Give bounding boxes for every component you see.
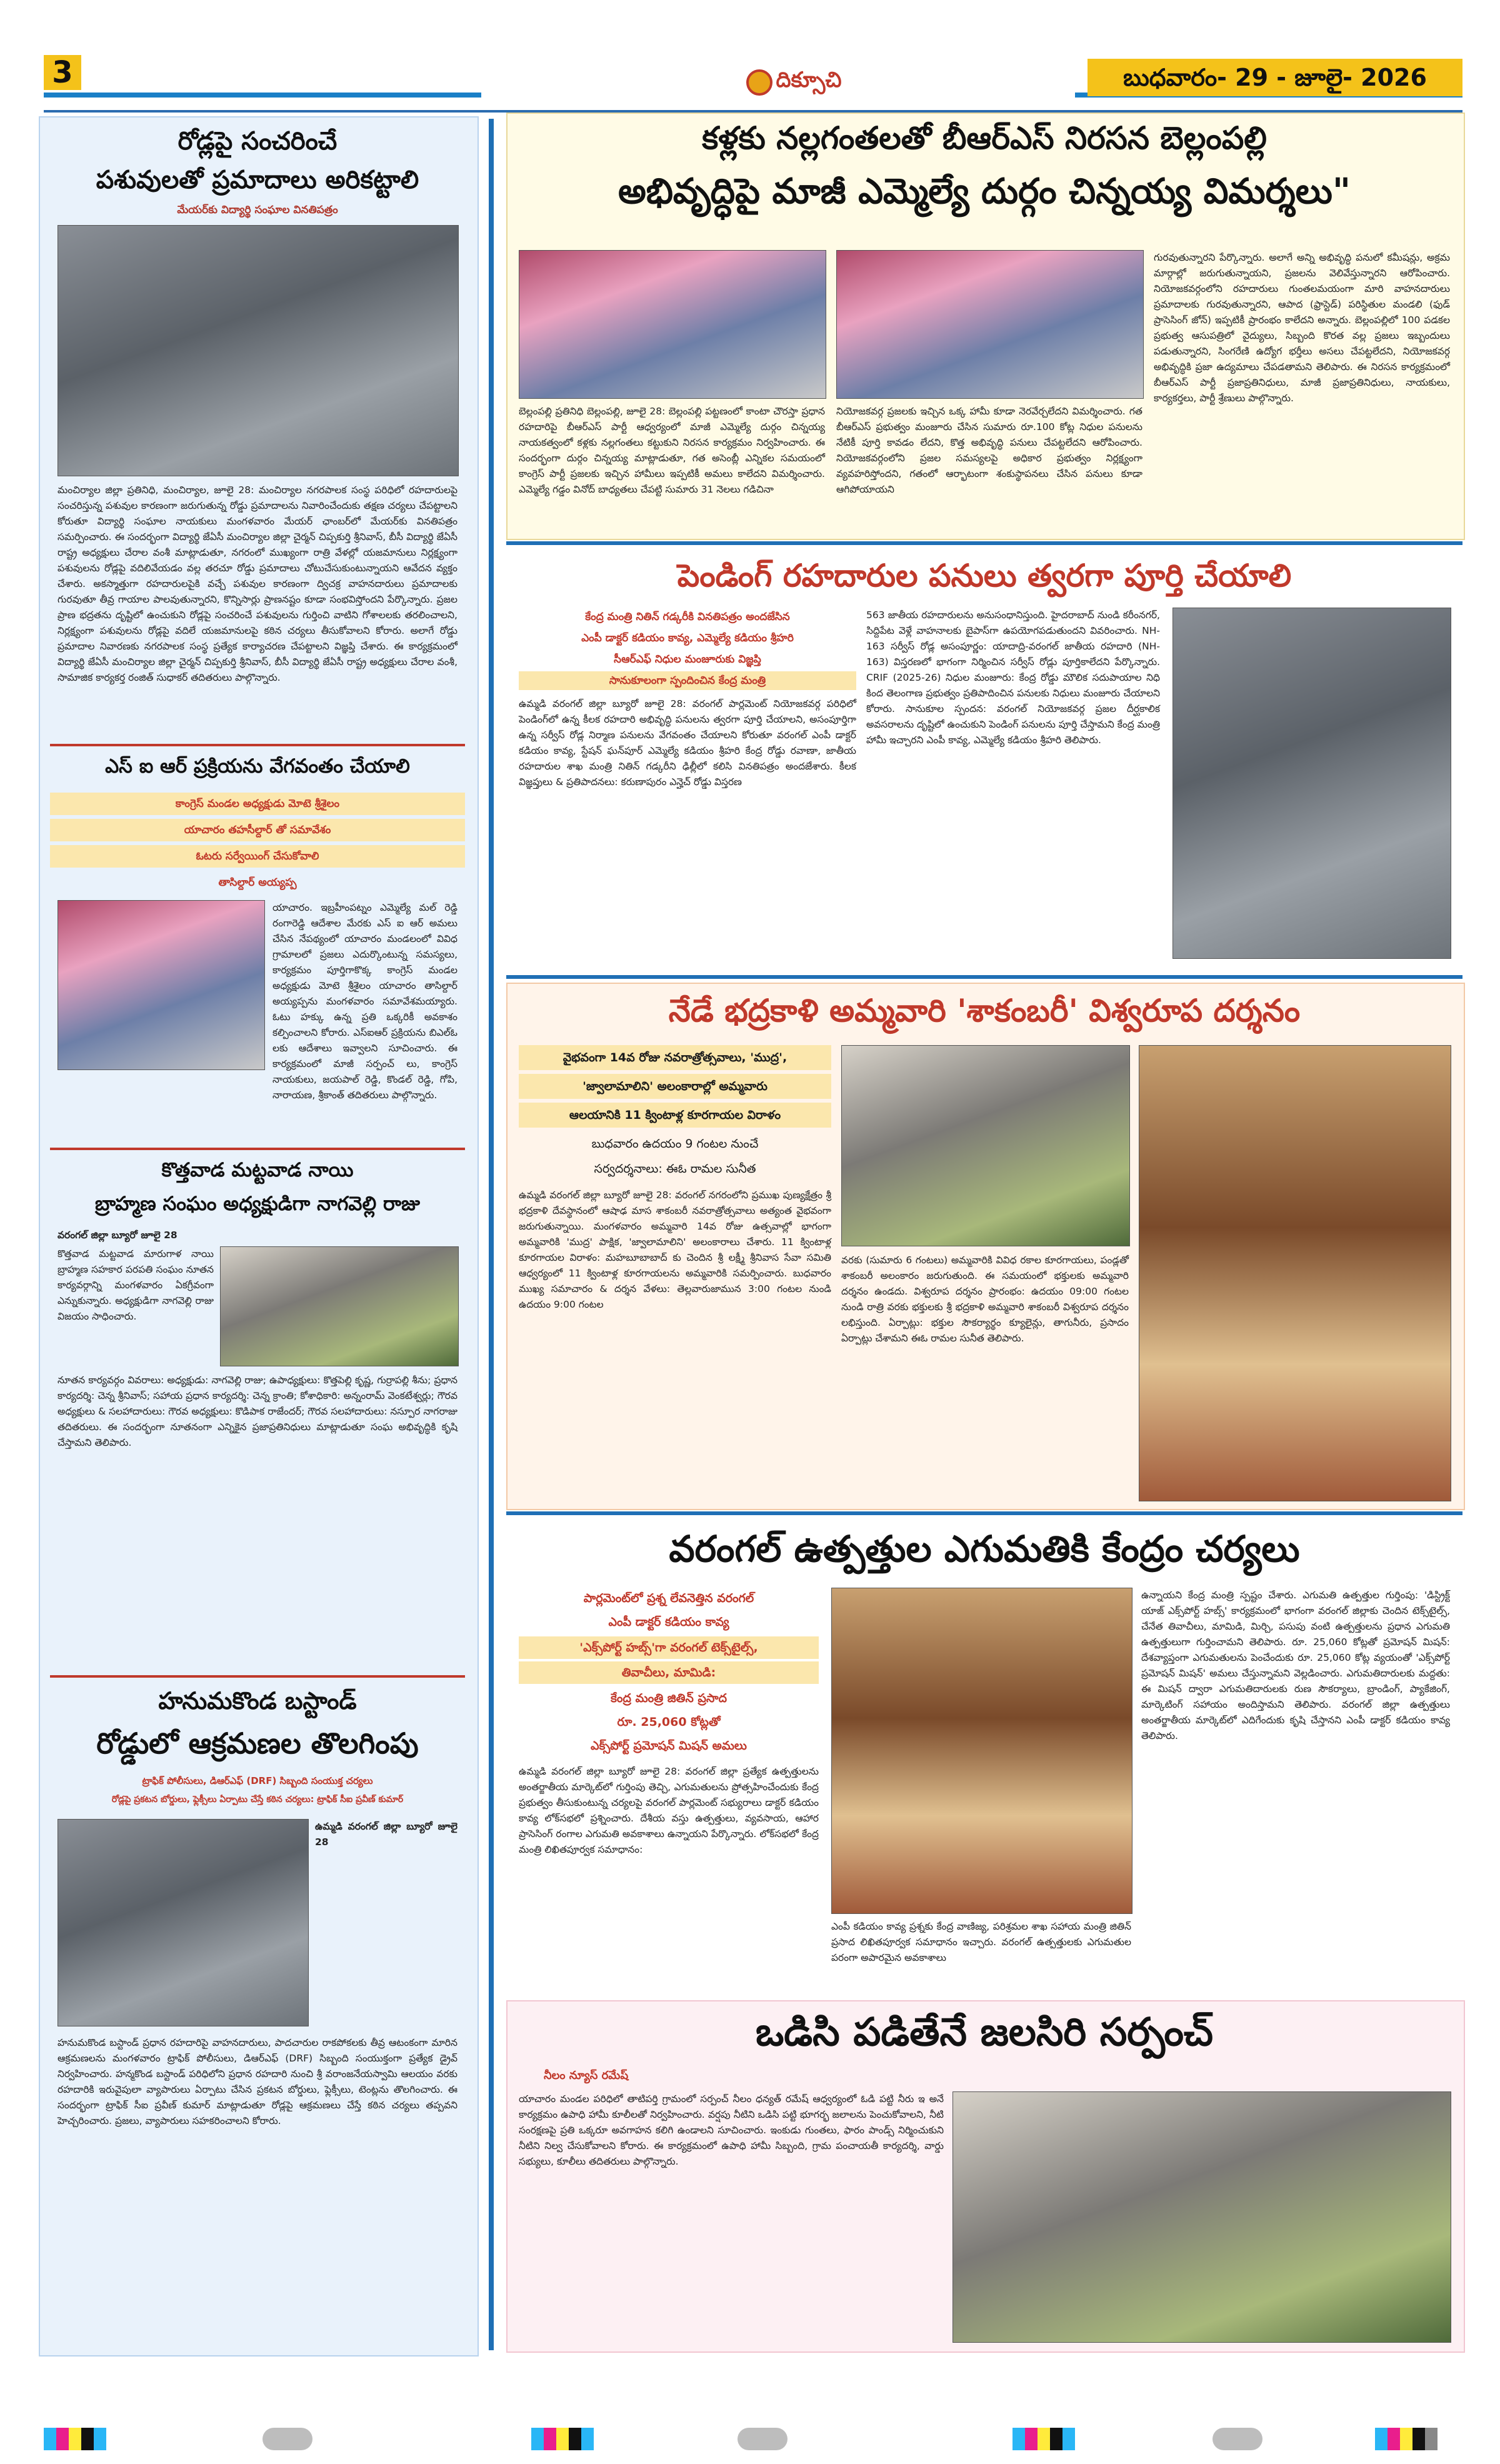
a3-title-line1: కొత్తవాడ మట్టవాడ నాయి	[161, 1159, 354, 1181]
a2-divider	[50, 1148, 465, 1150]
a2-body: యాచారం. ఇబ్రహీంపట్నం ఎమ్మెల్యే మల్ రెడ్డి రంగారెడ్డి ఆదేశాల మేరకు ఎస్ ఐ ఆర్ అమలు చేసిన నేపథ్యంలో యాచారం మండలంలో వివిధ గ్రామాలలో ప్రజలు ఎదుర్కొంటున్న సమస్యలు, కార్యక్రమం పూర్తిగాకొక్క కాంగ్రెస్ మండల అధ్యక్షుడు మోటె శ్రీశైలం యాచారం తాసిల్దార్ అయ్యప్పను మంగళవారం సమావేశమయ్యారు. ఓటు హక్కు ఉన్న ప్రతి ఒక్కరికీ అవకాశం కల్పించాలని కోరారు. ఎస్ఐఆర్ ప్రక్రియను బిఎల్ఓ లకు ఆదేశాలు ఇవ్వాలని సూచించారు. ఈ కార్యక్రమంలో మాజీ సర్పంచ్ లు, కాంగ్రెస్ నాయకులు, జయపాల్ రెడ్డి, కొండల్ రెడ్డి, గోపి, నారాయణ, శ్రీకాంత్ తదితరులు పాల్గొన్నారు.	[272, 902, 458, 1101]
s4-line7: ఎక్స్‌పోర్ట్ ప్రమోషన్ మిషన్ అమలు	[591, 1739, 747, 1753]
s1-title-line1: కళ్లకు నల్లగంతలతో బీఆర్ఎస్ నిరసన బెల్లంపల్లి	[702, 120, 1267, 156]
header-rule-left	[44, 93, 481, 98]
a4-title-line1: హనుమకొండ బస్టాండ్	[158, 1687, 357, 1715]
a4-title-line2: రోడ్డులో ఆక్రమణల తొలగింపు	[96, 1726, 419, 1760]
a1-photo	[58, 225, 459, 476]
issue-date: బుధవారం- 29 - జూలై- 2026	[1088, 59, 1462, 96]
s2-col1: ఉమ్మడి వరంగల్ జిల్లా బ్యూరో జూలై 28: వరంగల్ పార్లమెంట్ నియోజకవర్గ పరిధిలో పెండింగ్‌లో ఉన్న కీలక రహదారి అభివృద్ధి పనులను త్వరగా పూర్తి చేయాలని, అసంపూర్తిగా ఉన్న సర్వీస్ రోడ్ల నిర్మాణ పనులను వేగవంతం చేయాలని కోరుతూ వరంగల్ ఎంపీ డాక్టర్ కడియం కావ్య, స్టేషన్ ఘన్‌పూర్ ఎమ్మెల్యే కడియం శ్రీహరి కేంద్ర రోడ్డు రవాణా, జాతీయ రహదారుల శాఖ మంత్రి నితిన్ గడ్కరీని ఢిల్లీలో కలిసి వినతిపత్రం అందజేశారు. కీలక విజ్ఞప్తులు & ప్రతిపాదనలు: కరుణాపురం ఎన్హెచ్ రోడ్డు విస్తరణ	[519, 698, 856, 788]
registration-pill-1	[262, 2428, 312, 2450]
s2-tag2: ఎంపీ డాక్టర్ కడియం కావ్య, ఎమ్మెల్యే కడియం శ్రీహరి	[581, 632, 794, 644]
s1-col1: బెల్లంపల్లి ప్రతినిధి బెల్లంపల్లి, జూలై 28: బెల్లంపల్లి పట్టణంలో కాంటా చౌరస్తా ప్రధాన రహదారిపై బీఆర్ఎస్ పార్టీ ఆధ్వర్యంలో మాజీ ఎమ్మెల్యే దుర్గం చిన్నయ్య నాయకత్వంలో కళ్లకు నల్లగంతలు కట్టుకుని నిరసన కార్యక్రమం నిర్వహించారు. ఈ సందర్భంగా దుర్గం చిన్నయ్య మాట్లాడుతూ, గత అసెంబ్లీ ఎన్నికల సమయంలో కాంగ్రెస్ పార్టీ ప్రజలకు ఇచ్చిన హామీలు ఇప్పటికీ అమలు కాలేదని విమర్శించారు. ఎమ్మెల్యే గడ్డం వినోద్ బాధ్యతలు చేపట్టి సుమారు 31 నెలలు గడిచినా	[519, 406, 825, 495]
s2-tag1: కేంద్ర మంత్రి నితిన్ గడ్కరీకి వినతిపత్రం అందజేసిన	[585, 611, 790, 623]
s2-col2: 563 జాతీయ రహదారులను అనుసంధానిస్తుంది. హైదరాబాద్ నుండి కరీంనగర్, సిద్దిపేట వెళ్లే వాహనాలకు బైపాస్‌గా ఉపయోగపడుతుందని వివరించారు. NH-163 సర్వీస్ రోడ్ల అసంపూర్ణం: యాదాద్రి-వరంగల్ జాతీయ రహదారి (NH-163) విస్తరణలో భాగంగా నిర్మించిన సర్వీస్ రోడ్లు పూర్తికాలేదని పేర్కొన్నారు. CRIF (2025-26) నిధుల మంజూరు: కేంద్ర రోడ్డు మౌలిక సదుపాయాల నిధి కింద తెలంగాణ ప్రభుత్వం ప్రతిపాదించిన పనులకు నిధులు మంజూరు చేయాలని కోరారు. సానుకూల స్పందన: వరంగల్ నియోజకవర్గ ప్రజల దీర్ఘకాలిక అవసరాలను దృష్టిలో ఉంచుకుని పెండింగ్ పనులను పూర్తి చేస్తామని కేంద్ర మంత్రి హామీ ఇచ్చారని ఎంపీ కావ్య, ఎమ్మెల్యే కడియం శ్రీహరి తెలిపారు.	[866, 609, 1160, 746]
masthead-logo	[744, 68, 844, 108]
registration-pill-2	[738, 2428, 788, 2450]
s4-col3: ఉన్నాయని కేంద్ర మంత్రి స్పష్టం చేశారు. ఎగుమతి ఉత్పత్తుల గుర్తింపు: 'డిస్ట్రిక్ట్ యాజ్ ఎక్స్‌పోర్ట్ హబ్స్' కార్యక్రమంలో భాగంగా వరంగల్ జిల్లాకు చెందిన టెక్స్‌టైల్స్, చేనేత తివాచీలు, మామిడి, మిర్చి, పసుపు వంటి ఉత్పత్తులను ప్రధాన ఎగుమతి ఉత్పత్తులుగా గుర్తించామని తెలిపారు. రూ. 25,060 కోట్లతో ప్రమోషన్ మిషన్: దేశవ్యాప్తంగా ఎగుమతులను పెంచేందుకు రూ. 25,060 కోట్ల వ్యయంతో 'ఎక్స్‌పోర్ట్ ప్రమోషన్ మిషన్' అమలు చేస్తున్నామని వెల్లడించారు. ఎగుమతిదారులకు మద్దతు: ఈ మిషన్ ద్వారా ఎగుమతిదారులకు రుణ సౌకర్యాలు, బ్రాండింగ్, ప్యాకేజింగ్, మార్కెటింగ్ సహాయం అందిస్తామని తెలిపారు. వరంగల్ జిల్లా ఉత్పత్తులు అంతర్జాతీయ మార్కెట్‌లో ఎదిగేందుకు కృషి చేస్తానని ఎంపీ డాక్టర్ కడియం కావ్య తెలిపారు.	[1141, 1590, 1450, 1741]
s3-photo-goddess	[1139, 1045, 1451, 1501]
a2-tag2: యాచారం తహసీల్దార్ తో సమావేశం	[50, 819, 465, 841]
registration-mark-right	[1012, 2428, 1075, 2453]
a4-tag1: ట్రాఫిక్ పోలీసులు, డిఆర్ఎఫ్ (DRF) సిబ్బంది సంయుక్త చర్యలు	[142, 1775, 373, 1786]
registration-mark-mid	[531, 2428, 594, 2453]
a3-dateline: వరంగల్ జిల్లా బ్యూరో జూలై 28	[58, 1229, 178, 1241]
s2-tag3: సీఆర్ఎఫ్ నిధుల మంజూరుకు విజ్ఞప్తి	[614, 653, 761, 666]
s5-body: యాచారం మండల పరిధిలో తాటిపర్తి గ్రామంలో సర్పంచ్ నీలం ధన్యత్ రమేష్ ఆధ్వర్యంలో ఓడి పట్టి నీరు ఇ అనే కార్యక్రమం ఉపాధి హామీ కూలీలతో నిర్వహించారు. వర్షపు నీటిని ఒడిసి పట్టి భూగర్భ జలాలను పెంచుకోవాలని, నీటి సంరక్షణపై ప్రతి ఒక్కరూ అవగాహన కలిగి ఉండాలని సూచించారు. ఇంకుడు గుంతలు, ఫారం పాండ్స్ నిర్మించుకుని నీటిని నిల్వ చేసుకోవాలని కోరారు. ఈ కార్యక్రమంలో ఉపాధి హామీ సిబ్బంది, గ్రామ పంచాయతీ కార్యదర్శి, వార్డు సభ్యులు, కూలీలు తదితరులు పాల్గొన్నారు.	[519, 2093, 944, 2167]
a2-tag3: ఓటరు సర్వేయింగ్ చేసుకోవాలి	[50, 845, 465, 868]
a1-title-line2: పశువులతో ప్రమాదాలు అరికట్టాలి	[96, 166, 419, 194]
s3-col1: ఉమ్మడి వరంగల్ జిల్లా బ్యూరో జూలై 28: వరంగల్ నగరంలోని ప్రముఖ పుణ్యక్షేత్రం శ్రీ భద్రకాళి దేవస్థానంలో ఆషాఢ మాస శాకంబరీ నవరాత్రోత్సవాలు అత్యంత వైభవంగా జరుగుతున్నాయి. మంగళవారం అమ్మవారి 14వ రోజు ఉత్సవాల్లో భాగంగా అమ్మవారికి 'ముద్ర' పాక్షిక, 'జ్వాలామాలిని' అలంకారాలు చేశారు. 11 క్వింటాళ్ల కూరగాయల విరాళం: మహబూబాబాద్ కు చెందిన శ్రీ లక్ష్మీ శ్రీనివాస సేవా సమితి ఆధ్వర్యంలో 11 క్వింటాళ్ల కూరగాయలను అమ్మవారికి సమర్పించారు. బుధవారం ముఖ్య సమాచారం & దర్శన వేళలు: తెల్లవారుజామున 3:00 గంటల నుండి ఉదయం 9:00 గంటల	[519, 1189, 831, 1310]
s2-tag4: సానుకూలంగా స్పందించిన కేంద్ర మంత్రి	[519, 671, 856, 690]
a1-subtitle: మేయర్‌కు విద్యార్థి సంఘాల వినతిపత్రం	[177, 204, 338, 216]
s4-photo-caption: ఎంపీ కడియం కావ్య ప్రశ్నకు కేంద్ర వాణిజ్య, పరిశ్రమల శాఖ సహాయ మంత్రి జితిన్ ప్రసాద లిఖితపూర్వక సమాధానం ఇచ్చారు. వరంగల్ ఉత్పత్తులకు ఎగుమతుల పరంగా అపారమైన అవకాశాలు	[831, 1921, 1131, 1963]
s2-photo	[1172, 608, 1451, 959]
s3-highlight2: 'జ్వాలామాలిని' అలంకారాల్లో అమ్మవారు	[519, 1074, 831, 1099]
a1-divider	[50, 744, 465, 746]
s3-title: నేడే భద్రకాళి అమ్మవారి 'శాకంబరీ' విశ్వరూప దర్శనం	[668, 993, 1301, 1029]
a2-title: ఎస్ ఐ ఆర్ ప్రక్రియను వేగవంతం చేయాలి	[105, 755, 410, 778]
a3-body: కొత్తవాడ మట్టవాడ మారుగాళ నాయి బ్రాహ్మణ సహకార పరపతి సంఘం నూతన కార్యవర్గాన్ని మంగళవారం ఏకగ్రీవంగా ఎన్నుకున్నారు. అధ్యక్షుడిగా నాగవెల్లి రాజు విజయం సాధించారు.	[58, 1248, 214, 1322]
a3-photo	[220, 1246, 459, 1366]
s3-divider	[506, 1511, 1462, 1515]
s4-line6: రూ. 25,060 కోట్లతో	[617, 1715, 721, 1729]
a3-roles: నూతన కార్యవర్గం వివరాలు: అధ్యక్షుడు: నాగవెల్లి రాజు; ఉపాధ్యక్షులు: కొత్తపెల్లి కృష్ణ, గుర్రాపల్లి శీను; ప్రధాన కార్యదర్శి: చెన్న శ్రీనివాస్; సహాయ ప్రధాన కార్యదర్శి: చెన్న క్రాంతి; కోశాధికారి: అన్నంరామ్ వెంకటేశ్వర్లు; గౌరవ అధ్యక్షులు & సలహాదారులు: గౌరవ అధ్యక్షులు: కొడిపాక రాజేందర్; గౌరవ సలహాదారులు: నస్పూర నాగరాజు తదితరులు. ఈ సందర్భంగా నూతనంగా ఎన్నికైన ప్రజాప్రతినిధులు మాట్లాడుతూ సంఘ అభివృద్ధికి కృషి చేస్తామని తెలిపారు.	[58, 1375, 458, 1448]
a1-body: మంచిర్యాల జిల్లా ప్రతినిధి, మంచిర్యాల, జూలై 28: మంచిర్యాల నగరపాలక సంస్థ పరిధిలో రహదారులపై సంచరిస్తున్న పశువుల కారణంగా జరుగుతున్న రోడ్డు ప్రమాదాలను నివారించేందుకు తక్షణ చర్యలు చేపట్టాలని కోరుతూ విద్యార్థి సంఘాల నాయకులు మంగళవారం మేయర్ ఛాంబర్‌లో మేయర్‌కు వినతిపత్రం సమర్పించారు. ఈ సందర్భంగా విద్యార్థి జేఏసీ మంచిర్యాల జిల్లా చైర్మన్ చిప్పకుర్తి శ్రీనివాస్, బీసీ విద్యార్థి జేఏసీ రాష్ట్ర అధ్యక్షులు చేరాల వంశీ మాట్లాడుతూ, నగరంలో ముఖ్యంగా రాత్రి వేళల్లో యజమానులు నిర్లక్ష్యంగా పశువులను రోడ్లపై వదిలివేయడం వల్ల తరచూ రోడ్డు ప్రమాదాలు చోటుచేసుకుంటున్నాయని ఆవేదన వ్యక్తం చేశారు. అకస్మాత్తుగా రహదారులపైకి వచ్చే పశువుల కారణంగా ద్విచక్ర వాహనదారులు ప్రమాదాలకు గురవుతూ తీవ్ర గాయాల పాలవుతున్నారని, కొన్నిసార్లు ప్రాణనష్టం కూడా సంభవిస్తోందని పేర్కొన్నారు. ప్రజల ప్రాణ భద్రతను దృష్టిలో ఉంచుకుని రోడ్లపై సంచరించే పశువులను గుర్తించి వాటిని గోశాలలకు తరలించాలని, నిర్లక్ష్యంగా పశువులను రోడ్లపై వదిలే యజమానులపై కఠిన చర్యలు తీసుకోవాలని కోరారు. అలాగే రోడ్డు ప్రమాదాల నివారణకు నగరపాలక సంస్థ ప్రత్యేక కార్యాచరణ చేపట్టాలని విజ్ఞప్తి చేశారు. ఈ కార్యక్రమంలో విద్యార్థి జేఏసీ మంచిర్యాల జిల్లా చైర్మన్ చిప్పకుర్తి శ్రీనివాస్, బీసీ విద్యార్థి జేఏసీ రాష్ట్ర అధ్యక్షులు చేరాల వంశీ, సామాజిక కార్యకర్త రంజిత్ సుధాకర్ తదితరులు పాల్గొన్నారు.	[58, 484, 458, 683]
s1-title-line2: అభివృద్ధిపై మాజీ ఎమ్మెల్యే దుర్గం చిన్నయ్య విమర్శలు"	[618, 171, 1351, 212]
s4-photo-mp	[831, 1588, 1132, 1914]
registration-pill-3	[1212, 2428, 1262, 2450]
s1-col3: గురవుతున్నారని పేర్కొన్నారు. అలాగే అన్ని అభివృద్ధి పనులో కమీషన్లు, అక్రమ మార్గాల్లో జరుగుతున్నాయని, ప్రజలను వెలివేస్తున్నారని ఆరోపించారు. నియోజకవర్గంలోని రహదారులు గుంతలమయంగా మారి వాహనదారులు ప్రమాదాలకు గురవుతున్నారని, ఆపాద (ఫ్రాస్టెడ్) పరిస్థితుల మండలి (ఫుడ్ ప్రాసెసింగ్ జోన్) ఇప్పటికీ ప్రారంభం కాలేదని అన్నారు. బెల్లంపల్లిలో 100 పడకల ప్రభుత్వ ఆసుపత్రిలో వైద్యులు, సిబ్బంది కొరత వల్ల ప్రజలు ఇబ్బందులు పడుతున్నారని, సింగరేణి ఉద్యోగ భర్తీలు అసలు చేపట్టలేదని, నియోజకవర్గ అభివృద్ధికి ప్రజా ఉద్యమాలు చేపడతామని తెలిపారు. ఈ నిరసన కార్యక్రమంలో బీఆర్ఎస్ పార్టీ ప్రజాప్రతినిధులు, మాజీ ప్రజాప్రతినిధులు, నాయకులు, కార్యకర్తలు, పార్టీ శ్రేణులు పాల్గొన్నారు.	[1154, 252, 1450, 404]
s4-col1: ఉమ్మడి వరంగల్ జిల్లా బ్యూరో జూలై 28: వరంగల్ జిల్లా ప్రత్యేక ఉత్పత్తులను అంతర్జాతీయ మార్కెట్‌లో గుర్తింపు తెచ్చి, ఎగుమతులను ప్రోత్సహించేందుకు కేంద్ర ప్రభుత్వం తీసుకుంటున్న చర్యలపై వరంగల్ పార్లమెంట్ సభ్యురాలు డాక్టర్ కడియం కావ్య లోక్‌సభలో ప్రశ్నించారు. దేశీయ వస్తు ఉత్పత్తులు, వ్యవసాయ, ఆహార ప్రాసెసింగ్ రంగాల ఎగుమతి అవకాశాలు ఉన్నాయని పేర్కొన్నారు. లోక్‌సభలో కేంద్ర మంత్రి లిఖితపూర్వక సమాధానం:	[519, 1766, 819, 1855]
a4-dateline: ఉమ్మడి వరంగల్ జిల్లా బ్యూరో జూలై 28	[315, 1821, 458, 1848]
s2-title: పెండింగ్ రహదారుల పనులు త్వరగా పూర్తి చేయాలి	[677, 558, 1292, 594]
s3-highlight3: ఆలయానికి 11 క్వింటాళ్ల కూరగాయల విరాళం	[519, 1103, 831, 1128]
s1-col2: నియోజకవర్గ ప్రజలకు ఇచ్చిన ఒక్క హామీ కూడా నెరవేర్చలేదని విమర్శించారు. గత బీఆర్ఎస్ ప్రభుత్వం మంజూరు చేసిన సుమారు రూ.100 కోట్ల నిధుల పనులను నేటికీ పూర్తి కావడం లేదని, కొత్త అభివృద్ధి పనులు చేపట్టలేదని ఆరోపించారు. నియోజకవర్గంలోని ప్రజల సమస్యలపై అధికార ప్రభుత్వం నిర్లక్ష్యంగా వ్యవహరిస్తోందని, గతంలో ఆర్భాటంగా శంకుస్థాపనలు చేసిన పనులు కూడా ఆగిపోయాయని	[836, 406, 1142, 495]
s4-line5: కేంద్ర మంత్రి జితిన్ ప్రసాద	[611, 1691, 727, 1705]
s5-title: ఒడిసి పడితేనే జలసిరి సర్పంచ్	[755, 2009, 1214, 2055]
a3-divider	[50, 1675, 465, 1678]
a4-tag2: రోడ్లపై ప్రకటన బోర్డులు, ఫ్లెక్సీలు ఏర్పాటు చేస్తే కఠిన చర్యలు: ట్రాఫిక్ సీఐ ప్రవీణ్ కుమార్	[111, 1795, 404, 1805]
s5-photo	[952, 2091, 1451, 2343]
s4-line1: పార్లమెంట్‌లో ప్రశ్న లేవనెత్తిన వరంగల్	[583, 1591, 754, 1605]
s3-line4: బుధవారం ఉదయం 9 గంటల నుంచే	[591, 1137, 759, 1151]
registration-mark-far-right	[1375, 2428, 1438, 2453]
column-separator	[489, 119, 494, 2350]
s3-photo-vegetables	[841, 1045, 1130, 1246]
registration-mark-left	[44, 2428, 106, 2453]
s1-divider	[506, 541, 1462, 545]
a2-tag1: కాంగ్రెస్ మండల అధ్యక్షుడు మోటె శ్రీశైలం	[50, 793, 465, 815]
s3-col2: వరకు (సుమారు 6 గంటలు) అమ్మవారికి వివిధ రకాల కూరగాయలు, పండ్లతో శాకంబరీ అలంకారం జరుగుతుంది. ఈ సమయంలో భక్తులకు అమ్మవారి దర్శనం ఉండదు. విశ్వరూప దర్శనం ప్రారంభం: ఉదయం 09:00 గంటల నుండి రాత్రి వరకు భక్తులకు శ్రీ భద్రకాళి అమ్మవారి శాకంబరీ విశ్వరూప దర్శనం లభిస్తుంది. ఏర్పాట్లు: భక్తుల సౌకర్యార్థం క్యూలైన్లు, తాగునీరు, ప్రసాదం ఏర్పాట్లు చేశామని ఈఓ రామల సునీత తెలిపారు.	[841, 1255, 1129, 1344]
a4-body: హనుమకొండ బస్టాండ్ ప్రధాన రహదారిపై వాహనదారులు, పాదచారుల రాకపోకలకు తీవ్ర ఆటంకంగా మారిన ఆక్రమణలను మంగళవారం ట్రాఫిక్ పోలీసులు, డిఆర్ఎఫ్ (DRF) సిబ్బంది సంయుక్తంగా ప్రత్యేక డ్రైవ్ నిర్వహించారు. హన్మకొండ బస్టాండ్ పరిధిలోని ప్రధాన రహదారి నుంచి శ్రీ వరాంజనేయస్వామి ఆలయం వరకు రహదారికి ఇరువైపులా వ్యాపారులు ఏర్పాటు చేసిన ప్రకటన బోర్డులు, ఫ్లెక్సీలు, టెంట్లను తొలగించారు. ఈ సందర్భంగా ట్రాఫిక్ సీఐ ప్రవీణ్ కుమార్ మాట్లాడుతూ రోడ్లపై ఆక్రమణలు చేస్తే కఠిన చర్యలు తప్పవని హెచ్చరించారు. ప్రజలు, వ్యాపారులు సహకరించాలని కోరారు.	[58, 2037, 458, 2126]
a3-title-line2: బ్రాహ్మణ సంఘం అధ్యక్షుడిగా నాగవెల్లి రాజు	[94, 1193, 421, 1215]
s4-line3: 'ఎక్స్‌పోర్ట్ హబ్స్'గా వరంగల్ టెక్స్‌టైల్స్,	[519, 1636, 819, 1659]
a1-title-line1: రోడ్లపై సంచరించే	[178, 127, 338, 156]
logo-text: దిక్సూచి	[776, 68, 842, 93]
page-number: 3	[44, 55, 81, 90]
s1-photo-right	[836, 250, 1144, 399]
s2-divider	[506, 975, 1462, 979]
a4-photo	[58, 1819, 309, 2026]
s4-line2: ఎంపీ డాక్టర్ కడియం కావ్య	[608, 1615, 729, 1629]
s3-highlight1: వైభవంగా 14వ రోజు నవరాత్రోత్సవాలు, 'ముద్ర',	[519, 1045, 831, 1070]
s5-reporter: నీలం న్యూస్ రమేష్	[544, 2069, 629, 2082]
s4-title: వరంగల్ ఉత్పత్తుల ఎగుమతికి కేంద్రం చర్యలు	[669, 1528, 1300, 1570]
s4-line4: తివాచీలు, మామిడి:	[519, 1661, 819, 1684]
a2-photo	[58, 900, 265, 1070]
s3-line5: సర్వదర్శనాలు: ఈఓ రామల సునీత	[594, 1162, 756, 1176]
s1-photo-left	[519, 250, 826, 399]
logo-compass-icon	[746, 69, 772, 96]
a2-tag4: తాసిల్దార్ అయ్యప్ప	[218, 876, 297, 889]
